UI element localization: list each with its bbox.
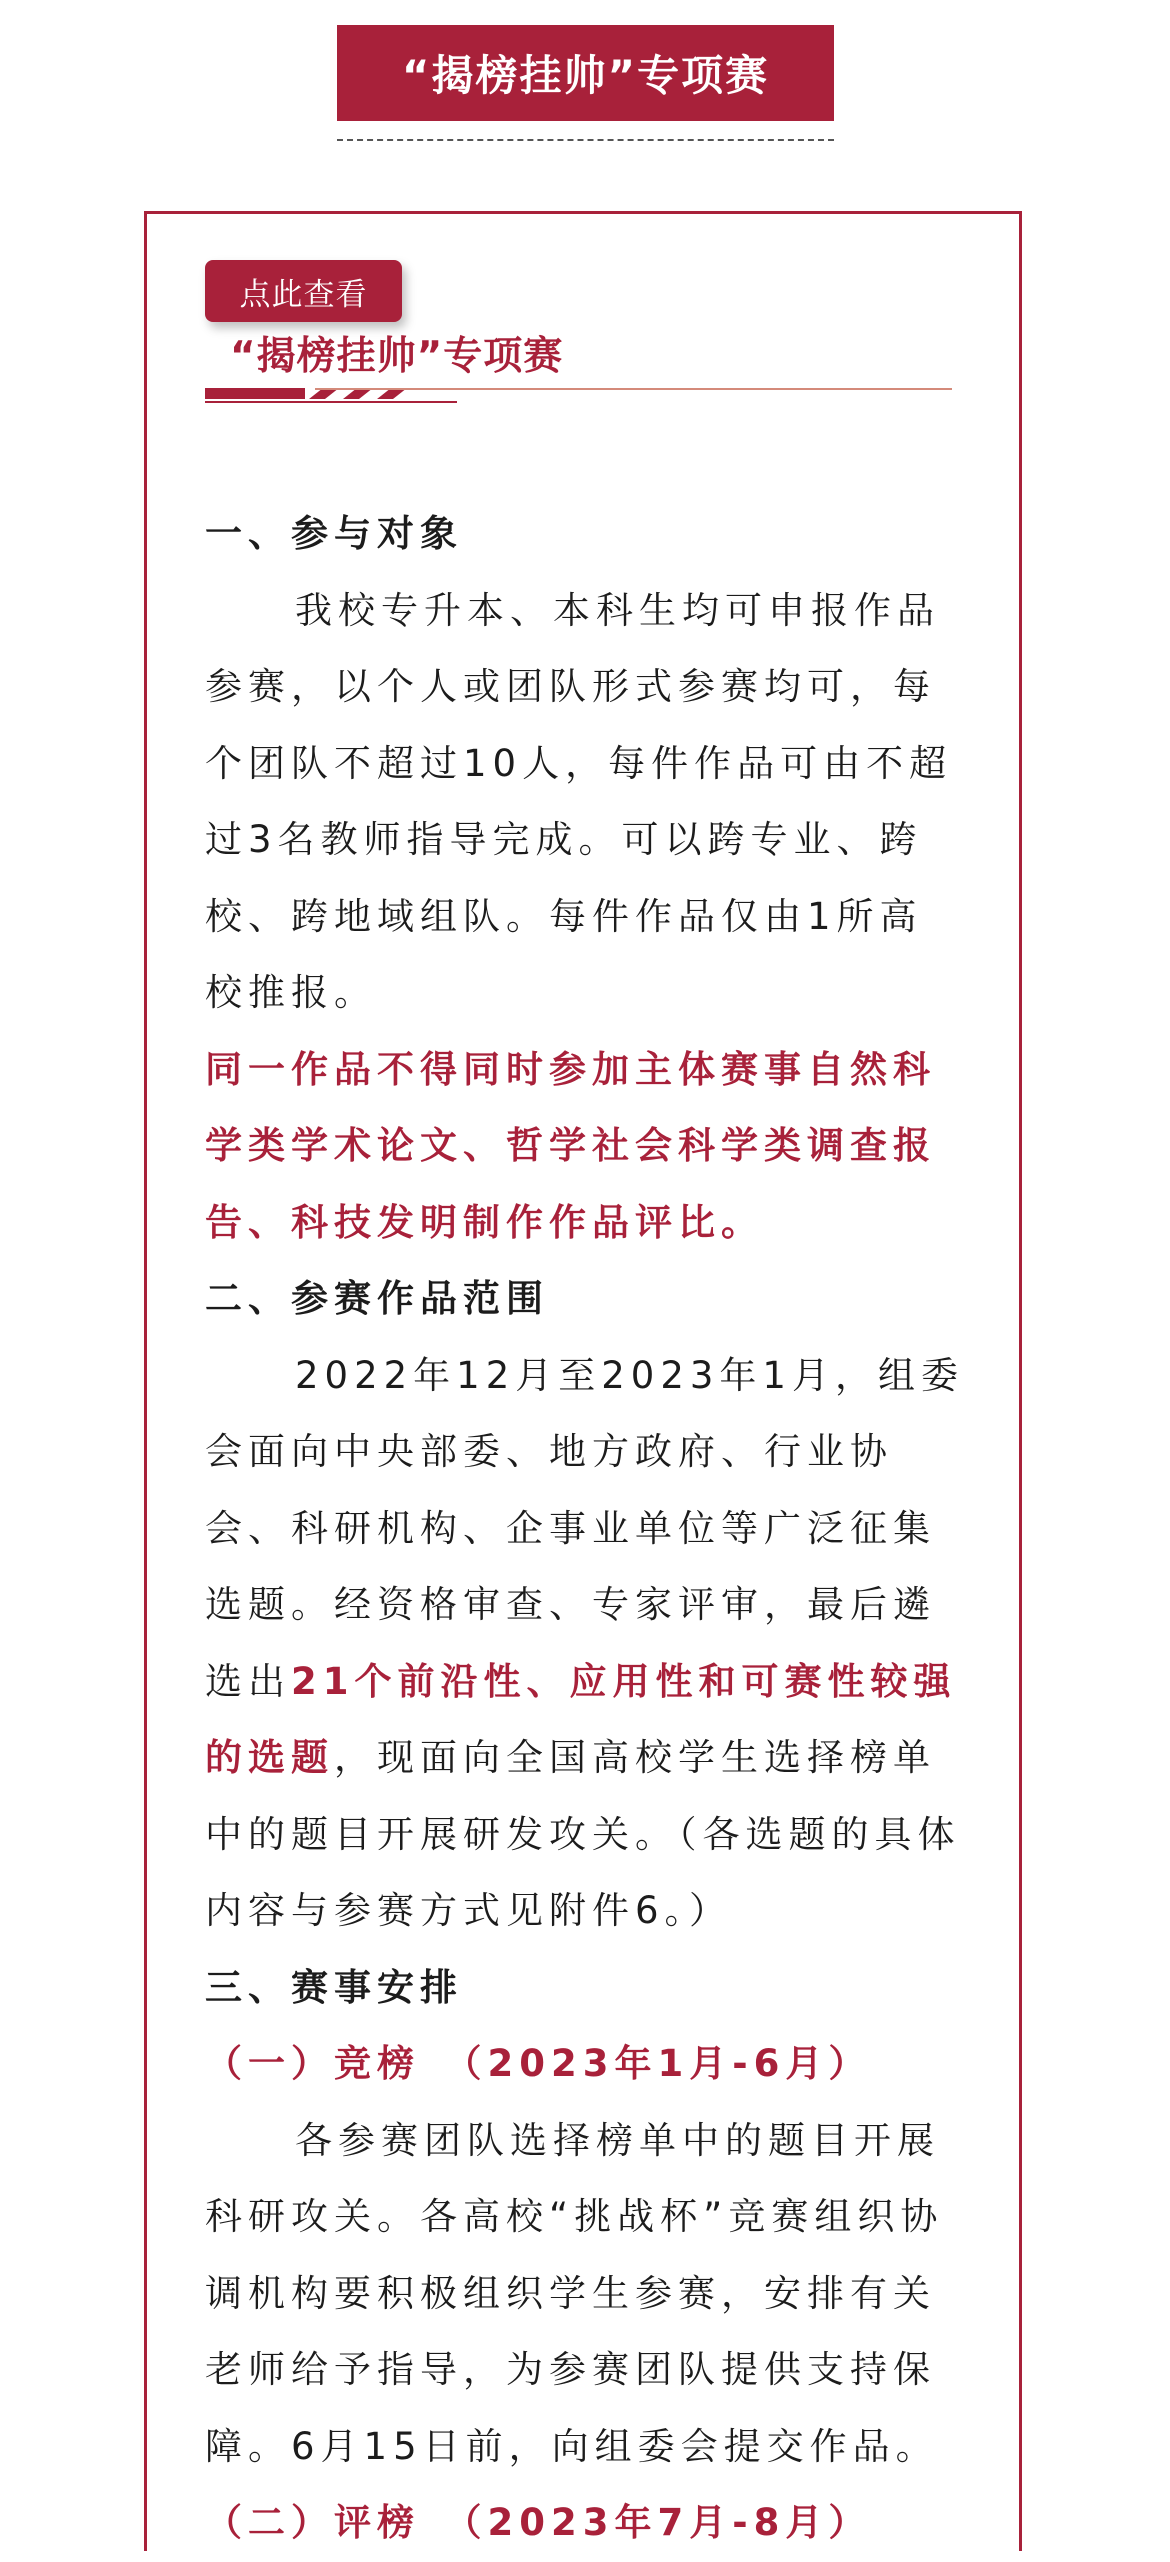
scope-highlight: 21个前沿性、应用性和可赛性较强的选题 <box>205 1659 957 1779</box>
section-subtitle: “揭榜挂帅”专项赛 <box>230 334 564 379</box>
scope-text-a: 2022年12月至2023年1月，组委会面向中央部委、地方政府、行业协会、科研机构、企事业单位等广泛征集选题。经资格审查、专家评审，最后遴选出 <box>205 1353 964 1703</box>
article-body <box>205 496 965 2562</box>
view-details-button[interactable]: 点此查看 <box>205 260 402 322</box>
paragraph-scope <box>205 1338 965 1950</box>
scope-text-c: ，现面向全国高校学生选择榜单中的题目开展研发攻关。（各选题的具体内容与参赛方式见附件6。） <box>205 1736 961 1932</box>
heading-scope: 二、参赛作品范围 <box>205 1277 549 1320</box>
paragraph-participants: 我校专升本、本科生均可申报作品参赛，以个人或团队形式参赛均可，每个团队不超过10人，每件作品可由不超过3名教师指导完成。可以跨专业、跨校、跨地域组队。每件作品仅由1所高校推报。 <box>205 588 953 1014</box>
top-title-banner <box>337 25 834 121</box>
subheading-review: （二）评榜 （2023年7月-8月） <box>205 2501 872 2544</box>
paragraph-compete: 各参赛团队选择榜单中的题目开展科研攻关。各高校“挑战杯”竞赛组织协调机构要积极组织学生参赛，安排有关老师给予指导，为参赛团队提供支持保障。6月15日前，向组委会提交作品。 <box>205 2118 944 2468</box>
subheading-compete: （一）竞榜 （2023年1月-6月） <box>205 2042 872 2085</box>
heading-participants: 一、参与对象 <box>205 512 463 555</box>
notice-paragraph: 同一作品不得同时参加主体赛事自然科学类学术论文、哲学社会科学类调查报告、科技发明制作作品评比。 <box>205 1047 936 1244</box>
dashed-divider <box>337 139 834 141</box>
heading-schedule: 三、赛事安排 <box>205 1965 463 2009</box>
title-underline-decoration <box>205 382 952 404</box>
banner-title: “揭榜挂帅”专项赛 <box>401 51 770 100</box>
